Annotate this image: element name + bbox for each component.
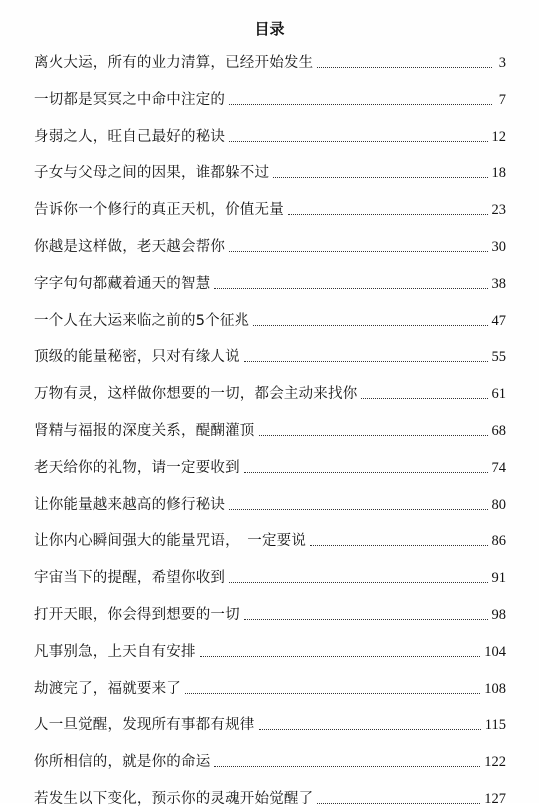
toc-entry[interactable] (34, 420, 506, 440)
dot-leader (259, 729, 481, 730)
toc-entry-page-number: 68 (491, 423, 506, 439)
toc-entry-title: 万物有灵，这样做你想要的一切，都会主动来找你 (34, 386, 358, 403)
toc-entry-title: 凡事别急，上天自有安排 (34, 643, 196, 660)
toc-entry-title: 让你能量越来越高的修行秘诀 (34, 496, 226, 513)
toc-entry-title: 若发生以下变化，预示你的灵魂开始觉醒了 (34, 791, 314, 807)
dot-leader (273, 177, 487, 178)
toc-entry-title: 让你内心瞬间强大的能量咒语， 一定要说 (34, 533, 307, 550)
dot-leader (244, 619, 488, 620)
toc-entry-page-number: 12 (491, 128, 506, 145)
toc-entry-title: 宇宙当下的提醒，希望你收到 (34, 570, 226, 587)
toc-entry[interactable] (34, 162, 506, 182)
toc-entry-title: 离火大运，所有的业力清算，已经开始发生 (34, 55, 314, 71)
toc-entry-page-number: 23 (491, 202, 506, 219)
toc-entry-page-number: 18 (491, 165, 506, 182)
dot-leader (229, 509, 487, 510)
toc-entry-title: 子女与父母之间的因果，谁都躲不过 (34, 165, 270, 182)
dot-leader (229, 251, 487, 252)
toc-entry-title: 人一旦觉醒，发现所有事都有规律 (34, 717, 255, 734)
toc-entry[interactable] (34, 751, 506, 771)
toc-entry-page-number: 55 (491, 349, 506, 366)
dot-leader (253, 325, 487, 326)
toc-entry-page-number: 3 (498, 55, 506, 71)
dot-leader (200, 656, 481, 657)
dot-leader (185, 693, 480, 694)
toc-entry-page-number: 86 (491, 533, 506, 550)
toc-entry-page-number: 74 (491, 459, 506, 476)
toc-entry-title: 老天给你的礼物，请一定要收到 (34, 459, 240, 476)
toc-entry[interactable] (34, 714, 506, 734)
dot-leader (244, 472, 488, 473)
toc-entry-title: 告诉你一个修行的真正天机，价值无量 (34, 202, 284, 219)
toc-entry[interactable] (34, 126, 506, 146)
dot-leader (317, 67, 492, 68)
toc-entry[interactable] (34, 530, 506, 550)
toc-entry[interactable] (34, 89, 506, 109)
dot-leader (244, 361, 488, 362)
toc-entry-title: 身弱之人，旺自己最好的秘诀 (34, 128, 226, 145)
toc-entry-title: 你越是这样做，老天越会帮你 (34, 239, 226, 255)
toc-entry[interactable] (34, 383, 506, 403)
dot-leader (259, 435, 488, 436)
toc-entry-title: 一切都是冥冥之中命中注定的 (34, 91, 226, 108)
toc-entry-title: 打开天眼，你会得到想要的一切 (34, 607, 240, 623)
toc-entry-page-number: 61 (491, 386, 506, 403)
toc-entry-page-number: 47 (491, 312, 506, 329)
toc-entry[interactable] (34, 678, 506, 698)
toc-entry-page-number: 38 (491, 275, 506, 292)
dot-leader (288, 214, 488, 215)
toc-entry-page-number: 108 (484, 680, 506, 697)
toc-entry-title: 肾精与福报的深度关系，醍醐灌顶 (34, 423, 255, 439)
toc-entry[interactable] (34, 199, 506, 219)
toc-entry-page-number: 98 (491, 607, 506, 623)
toc-entry-title: 字字句句都藏着通天的智慧 (34, 275, 211, 292)
dot-leader (214, 766, 480, 767)
toc-entry-page-number: 115 (484, 717, 506, 734)
toc-entry[interactable] (34, 236, 506, 256)
toc-entry[interactable] (34, 567, 506, 587)
toc-entry-page-number: 30 (491, 239, 506, 255)
dot-leader (310, 545, 487, 546)
dot-leader (361, 398, 487, 399)
toc-entry-page-number: 91 (491, 570, 506, 587)
dot-leader (317, 803, 480, 804)
toc-entry[interactable] (34, 310, 506, 330)
toc-title: 目录 (254, 20, 285, 38)
toc-entry-page-number: 7 (498, 91, 506, 108)
toc-entry[interactable] (34, 641, 506, 661)
toc-entry[interactable] (34, 273, 506, 293)
toc-entry[interactable] (34, 494, 506, 514)
dot-leader (229, 141, 487, 142)
toc-entry-page-number: 104 (484, 643, 506, 660)
toc-entry-title: 顶级的能量秘密，只对有缘人说 (34, 349, 240, 366)
toc-entry[interactable] (34, 788, 506, 808)
toc-entry[interactable] (34, 604, 506, 624)
toc-entry[interactable] (34, 52, 506, 72)
dot-leader (214, 288, 487, 289)
toc-entry[interactable] (34, 457, 506, 477)
toc-entry-title: 劫渡完了，福就要来了 (34, 680, 181, 697)
toc-entry-title: 你所相信的，就是你的命运 (34, 754, 211, 771)
dot-leader (229, 582, 487, 583)
toc-entry[interactable] (34, 346, 506, 366)
toc-entry-page-number: 122 (484, 754, 506, 771)
dot-leader (229, 104, 492, 105)
toc-entry-page-number: 80 (491, 496, 506, 513)
toc-entry-title: 一个人在大运来临之前的5个征兆 (34, 312, 250, 329)
toc-entry-page-number: 127 (484, 791, 506, 807)
